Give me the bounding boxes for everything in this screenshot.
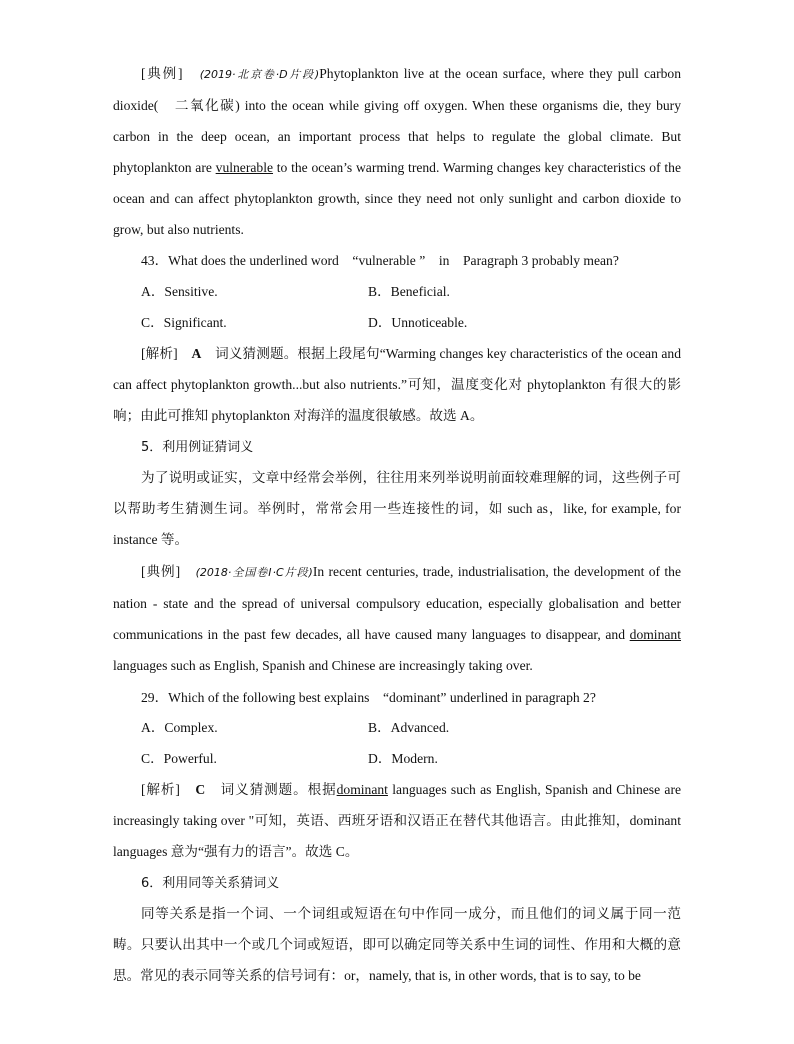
analysis-text: languages such as English, Spanish and Chinese are increasingly taking over "可知，英语、西班牙语和汉语正在替代其他语言。由此推知，dominant languages 意为“强有力的语言”。故选 C。 bbox=[113, 782, 682, 859]
example-text: Phytoplankton live at the ocean surface, where they pull carbon dioxide( 二氧化碳) into the ocean while giving off oxygen. When these organisms die, they bury carbon in the deep ocean, an important process that helps to regulate the global climate. But phytoplankton are bbox=[113, 66, 682, 175]
analysis-answer: C bbox=[195, 782, 206, 797]
section-heading: 6．利用同等关系猜词义 bbox=[141, 876, 280, 891]
analysis-answer: A bbox=[191, 346, 202, 361]
section-heading: 5．利用例证猜词义 bbox=[141, 440, 254, 455]
option-d: D．Modern. bbox=[368, 751, 438, 766]
example-paragraph-2 bbox=[113, 556, 681, 681]
analysis-paragraph-1 bbox=[113, 338, 681, 431]
question-stem: 29．Which of the following best explains “dominant” underlined in paragraph 2? bbox=[141, 690, 596, 705]
example-paragraph-1 bbox=[113, 58, 681, 245]
analysis-paragraph-2 bbox=[113, 774, 681, 867]
analysis-tag: [解析] bbox=[141, 346, 178, 361]
analysis-text: 词义猜测题。根据上段尾句“Warming changes key characteristics of the ocean and can affect phytoplankton growth...but also nutrients.”可知，温度变化对 phytoplankton 有很大的影响；由此可推知 phytoplankton 对海洋的温度很敏感。故选 A。 bbox=[113, 346, 682, 423]
section-body: 同等关系是指一个词、一个词组或短语在句中作同一成分，而且他们的词义属于同一范畴。只要认出其中一个或几个词或短语，即可以确定同等关系中生词的词性、作用和大概的意思。常见的表示同等关系的信号词有：or，namely, that is, in other words, that is to say, to be bbox=[113, 906, 681, 983]
example-text: In recent centuries, trade, industrialisation, the development of the nation - state and the spread of universal compulsory education, especially globalisation and better communications in the past few decades, all have caused many languages to disappear, and bbox=[113, 564, 681, 642]
example-tag: [典例] bbox=[141, 66, 183, 81]
underlined-word: dominant bbox=[629, 627, 681, 642]
analysis-text: 词义猜测题。根据 bbox=[220, 782, 337, 797]
example-text: languages such as English, Spanish and Chinese are increasingly taking over. bbox=[113, 658, 533, 673]
analysis-tag: [解析] bbox=[141, 782, 180, 797]
example-source: (2019·北京卷·D片段) bbox=[199, 68, 320, 81]
question-stem: 43．What does the underlined word “vulnerable ” in Paragraph 3 probably mean? bbox=[141, 253, 619, 268]
underlined-word: dominant bbox=[336, 782, 388, 797]
example-tag: [典例] bbox=[141, 564, 181, 579]
underlined-word: vulnerable bbox=[215, 160, 274, 175]
option-b: B．Beneficial. bbox=[368, 284, 450, 299]
option-a: A．Complex. bbox=[141, 720, 218, 735]
option-a: A．Sensitive. bbox=[141, 284, 218, 299]
option-c: C．Powerful. bbox=[141, 751, 217, 766]
example-source: (2018·全国卷Ⅰ·C片段) bbox=[195, 566, 313, 579]
section-body: 为了说明或证实，文章中经常会举例，往往用来列举说明前面较难理解的词，这些例子可以帮助考生猜测生词。举例时，常常会用一些连接性的词，如 such as，like, for example, for instance 等。 bbox=[113, 470, 681, 547]
example-text: to the ocean’s warming trend. Warming changes key characteristics of the ocean and can affect phytoplankton growth, since they need not only sunlight and carbon dioxide to grow, but also nutrients. bbox=[113, 160, 681, 237]
option-d: D．Unnoticeable. bbox=[368, 315, 468, 330]
option-b: B．Advanced. bbox=[368, 720, 450, 735]
option-c: C．Significant. bbox=[141, 315, 227, 330]
